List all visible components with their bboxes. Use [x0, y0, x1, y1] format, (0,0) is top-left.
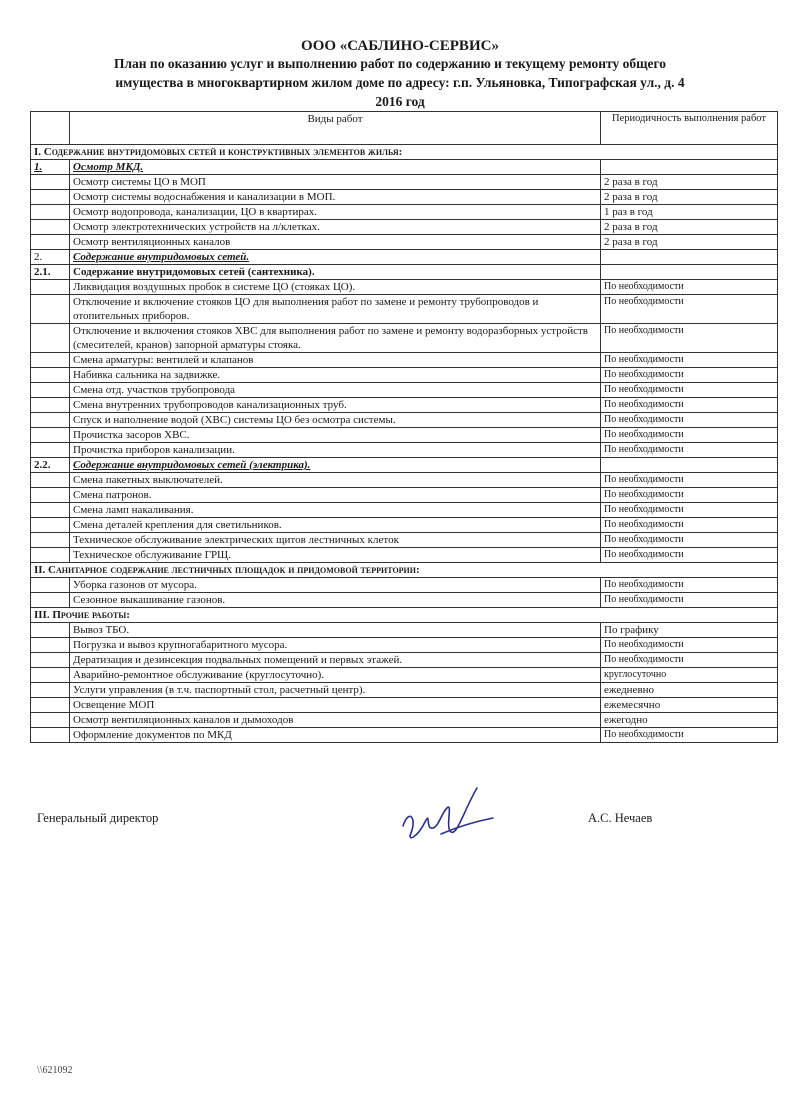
row-num-cell — [31, 353, 70, 368]
subsection-title-text: Содержание внутридомовых сетей. — [73, 251, 250, 263]
row-num-cell — [31, 638, 70, 653]
subsection-title-text: Содержание внутридомовых сетей (сантехника). — [73, 266, 315, 278]
period-cell: 2 раза в год — [601, 190, 778, 205]
work-cell: Погрузка и вывоз крупногабаритного мусора. — [70, 638, 601, 653]
period-cell: По необходимости — [601, 503, 778, 518]
subsection-title — [70, 458, 601, 473]
section-num — [31, 458, 70, 473]
table-row — [31, 488, 778, 503]
row-num-cell — [31, 235, 70, 250]
table-row — [31, 638, 778, 653]
work-cell: Прочистка приборов канализации. — [70, 443, 601, 458]
table-row — [31, 473, 778, 488]
work-cell: Отключение и включения стояков ХВС для выполнения работ по замене и ремонту водоразборных устройств (смесителей, кранов) запорной арматуры стояка. — [70, 324, 601, 353]
table-row — [31, 458, 778, 473]
period-cell: По необходимости — [601, 548, 778, 563]
work-cell: Смена деталей крепления для светильников. — [70, 518, 601, 533]
period-cell: По необходимости — [601, 324, 778, 353]
row-num-cell — [31, 220, 70, 235]
table-row — [31, 593, 778, 608]
row-num-cell — [31, 623, 70, 638]
table-header-row — [31, 112, 778, 145]
subsection-title — [70, 160, 601, 175]
row-num-cell — [31, 503, 70, 518]
period-cell: По необходимости — [601, 653, 778, 668]
section-num-text: 2.2. — [34, 459, 51, 471]
period-cell: По необходимости — [601, 518, 778, 533]
header-works: Виды работ — [70, 112, 601, 145]
row-num-cell — [31, 398, 70, 413]
period-cell: 1 раз в год — [601, 205, 778, 220]
subsection-title-text: Осмотр МКД. — [73, 161, 144, 173]
work-cell: Аварийно-ремонтное обслуживание (круглосуточно). — [70, 668, 601, 683]
row-num-cell — [31, 280, 70, 295]
section-num: 2. — [31, 250, 70, 265]
period-cell: ежегодно — [601, 713, 778, 728]
work-cell: Уборка газонов от мусора. — [70, 578, 601, 593]
work-cell: Осмотр вентиляционных каналов — [70, 235, 601, 250]
period-cell: По необходимости — [601, 638, 778, 653]
period-cell: По необходимости — [601, 428, 778, 443]
table-row — [31, 280, 778, 295]
row-num-cell — [31, 713, 70, 728]
work-cell: Вывоз ТБО. — [70, 623, 601, 638]
section-cell — [31, 608, 778, 623]
section-cell — [31, 145, 778, 160]
table-row — [31, 608, 778, 623]
work-cell: Сезонное выкашивание газонов. — [70, 593, 601, 608]
table-row — [31, 533, 778, 548]
period-cell: По необходимости — [601, 443, 778, 458]
row-num-cell — [31, 683, 70, 698]
table-row — [31, 383, 778, 398]
period-cell — [601, 250, 778, 265]
work-cell: Спуск и наполнение водой (ХВС) системы ЦО без осмотра системы. — [70, 413, 601, 428]
section-num — [31, 265, 70, 280]
period-cell — [601, 265, 778, 280]
work-cell: Осмотр водопровода, канализации, ЦО в квартирах. — [70, 205, 601, 220]
table-row — [31, 443, 778, 458]
work-cell: Осмотр системы ЦО в МОП — [70, 175, 601, 190]
row-num-cell — [31, 578, 70, 593]
works-table — [30, 111, 778, 743]
period-cell: По необходимости — [601, 488, 778, 503]
period-cell: По необходимости — [601, 280, 778, 295]
table-row — [31, 175, 778, 190]
signatory-position: Генеральный директор — [37, 811, 159, 825]
subsection-title-text: Содержание внутридомовых сетей (электрика). — [73, 459, 311, 471]
work-cell: Техническое обслуживание ГРЩ. — [70, 548, 601, 563]
section-cell-text: III. Прочие работы: — [34, 609, 130, 621]
row-num-cell — [31, 413, 70, 428]
period-cell: круглосуточно — [601, 668, 778, 683]
row-num-cell — [31, 295, 70, 324]
period-cell: По необходимости — [601, 578, 778, 593]
row-num-cell — [31, 653, 70, 668]
work-cell: Смена арматуры: вентилей и клапанов — [70, 353, 601, 368]
work-cell: Оформление документов по МКД — [70, 728, 601, 743]
row-num-cell — [31, 190, 70, 205]
work-cell: Смена патронов. — [70, 488, 601, 503]
table-row — [31, 563, 778, 578]
period-cell: ежемесячно — [601, 698, 778, 713]
table-row — [31, 353, 778, 368]
subsection-title — [70, 250, 601, 265]
table-row — [31, 698, 778, 713]
work-cell: Прочистка засоров ХВС. — [70, 428, 601, 443]
table-row — [31, 548, 778, 563]
row-num-cell — [31, 473, 70, 488]
row-num-cell — [31, 443, 70, 458]
document-number: \\621092 — [37, 1065, 73, 1076]
table-row — [31, 728, 778, 743]
table-row — [31, 160, 778, 175]
signature-image — [395, 778, 505, 853]
period-cell: По необходимости — [601, 398, 778, 413]
table-row — [31, 220, 778, 235]
row-num-cell — [31, 518, 70, 533]
table-row — [31, 683, 778, 698]
work-cell: Освещение МОП — [70, 698, 601, 713]
plan-year: 2016 год — [375, 94, 425, 109]
period-cell: ежедневно — [601, 683, 778, 698]
work-cell: Отключение и включение стояков ЦО для выполнения работ по замене и ремонту трубопроводов и отопительных приборов. — [70, 295, 601, 324]
row-num-cell — [31, 668, 70, 683]
row-num-cell — [31, 324, 70, 353]
period-cell: По необходимости — [601, 353, 778, 368]
period-cell: 2 раза в год — [601, 220, 778, 235]
row-num-cell — [31, 593, 70, 608]
work-cell: Осмотр системы водоснабжения и канализации в МОП. — [70, 190, 601, 205]
work-cell: Осмотр электротехнических устройств на л/клетках. — [70, 220, 601, 235]
work-cell: Техническое обслуживание электрических щитов лестничных клеток — [70, 533, 601, 548]
section-cell-text: I. Содержание внутридомовых сетей и конструктивных элементов жилья: — [34, 146, 403, 158]
row-num-cell — [31, 175, 70, 190]
period-cell: По необходимости — [601, 473, 778, 488]
table-row — [31, 295, 778, 324]
table-row — [31, 205, 778, 220]
subsection-title — [70, 265, 601, 280]
table-row — [31, 578, 778, 593]
table-row — [31, 145, 778, 160]
table-row — [31, 398, 778, 413]
table-row — [31, 265, 778, 280]
header-period: Периодичность выполнения работ — [601, 112, 778, 145]
row-num-cell — [31, 205, 70, 220]
period-cell: 2 раза в год — [601, 235, 778, 250]
row-num-cell — [31, 428, 70, 443]
period-cell: По необходимости — [601, 413, 778, 428]
period-cell: По необходимости — [601, 295, 778, 324]
signatory-name: А.С. Нечаев — [588, 811, 653, 825]
work-cell: Набивка сальника на задвижке. — [70, 368, 601, 383]
plan-title-line-1: План по оказанию услуг и выполнению работ по содержанию и текущему ремонту общего — [113, 56, 667, 71]
row-num-cell — [31, 548, 70, 563]
table-row — [31, 413, 778, 428]
period-cell: По необходимости — [601, 593, 778, 608]
work-cell: Смена пакетных выключателей. — [70, 473, 601, 488]
plan-title-line-2: имущества в многоквартирном жилом доме по адресу: г.п. Ульяновка, Типографская ул., д. 4 — [115, 75, 685, 90]
table-row — [31, 190, 778, 205]
section-cell-text: II. Санитарное содержание лестничных площадок и придомовой территории: — [34, 564, 420, 576]
period-cell: По необходимости — [601, 533, 778, 548]
period-cell: По необходимости — [601, 383, 778, 398]
row-num-cell — [31, 383, 70, 398]
period-cell: По необходимости — [601, 368, 778, 383]
company-name: ООО «САБЛИНО-СЕРВИС» — [301, 38, 499, 54]
work-cell: Смена ламп накаливания. — [70, 503, 601, 518]
row-num-cell — [31, 488, 70, 503]
section-cell — [31, 563, 778, 578]
section-num-text: 1. — [34, 161, 43, 173]
row-num-cell — [31, 368, 70, 383]
work-cell: Услуги управления (в т.ч. паспортный стол, расчетный центр). — [70, 683, 601, 698]
table-row — [31, 623, 778, 638]
header-num-cell — [31, 112, 70, 145]
table-row — [31, 653, 778, 668]
table-row — [31, 668, 778, 683]
work-cell: Смена отд. участков трубопровода — [70, 383, 601, 398]
work-cell: Дератизация и дезинсекция подвальных помещений и первых этажей. — [70, 653, 601, 668]
row-num-cell — [31, 698, 70, 713]
row-num-cell — [31, 533, 70, 548]
period-cell: По необходимости — [601, 728, 778, 743]
table-row — [31, 235, 778, 250]
table-row — [31, 324, 778, 353]
work-cell: Осмотр вентиляционных каналов и дымоходов — [70, 713, 601, 728]
section-num-text: 2.1. — [34, 266, 51, 278]
table-row — [31, 503, 778, 518]
period-cell: По графику — [601, 623, 778, 638]
section-num — [31, 160, 70, 175]
table-row — [31, 713, 778, 728]
table-row — [31, 428, 778, 443]
work-cell: Смена внутренних трубопроводов канализационных труб. — [70, 398, 601, 413]
row-num-cell — [31, 728, 70, 743]
table-row — [31, 250, 778, 265]
table-row — [31, 368, 778, 383]
period-cell: 2 раза в год — [601, 175, 778, 190]
period-cell — [601, 160, 778, 175]
table-row — [31, 518, 778, 533]
period-cell — [601, 458, 778, 473]
work-cell: Ликвидация воздушных пробок в системе ЦО (стояках ЦО). — [70, 280, 601, 295]
